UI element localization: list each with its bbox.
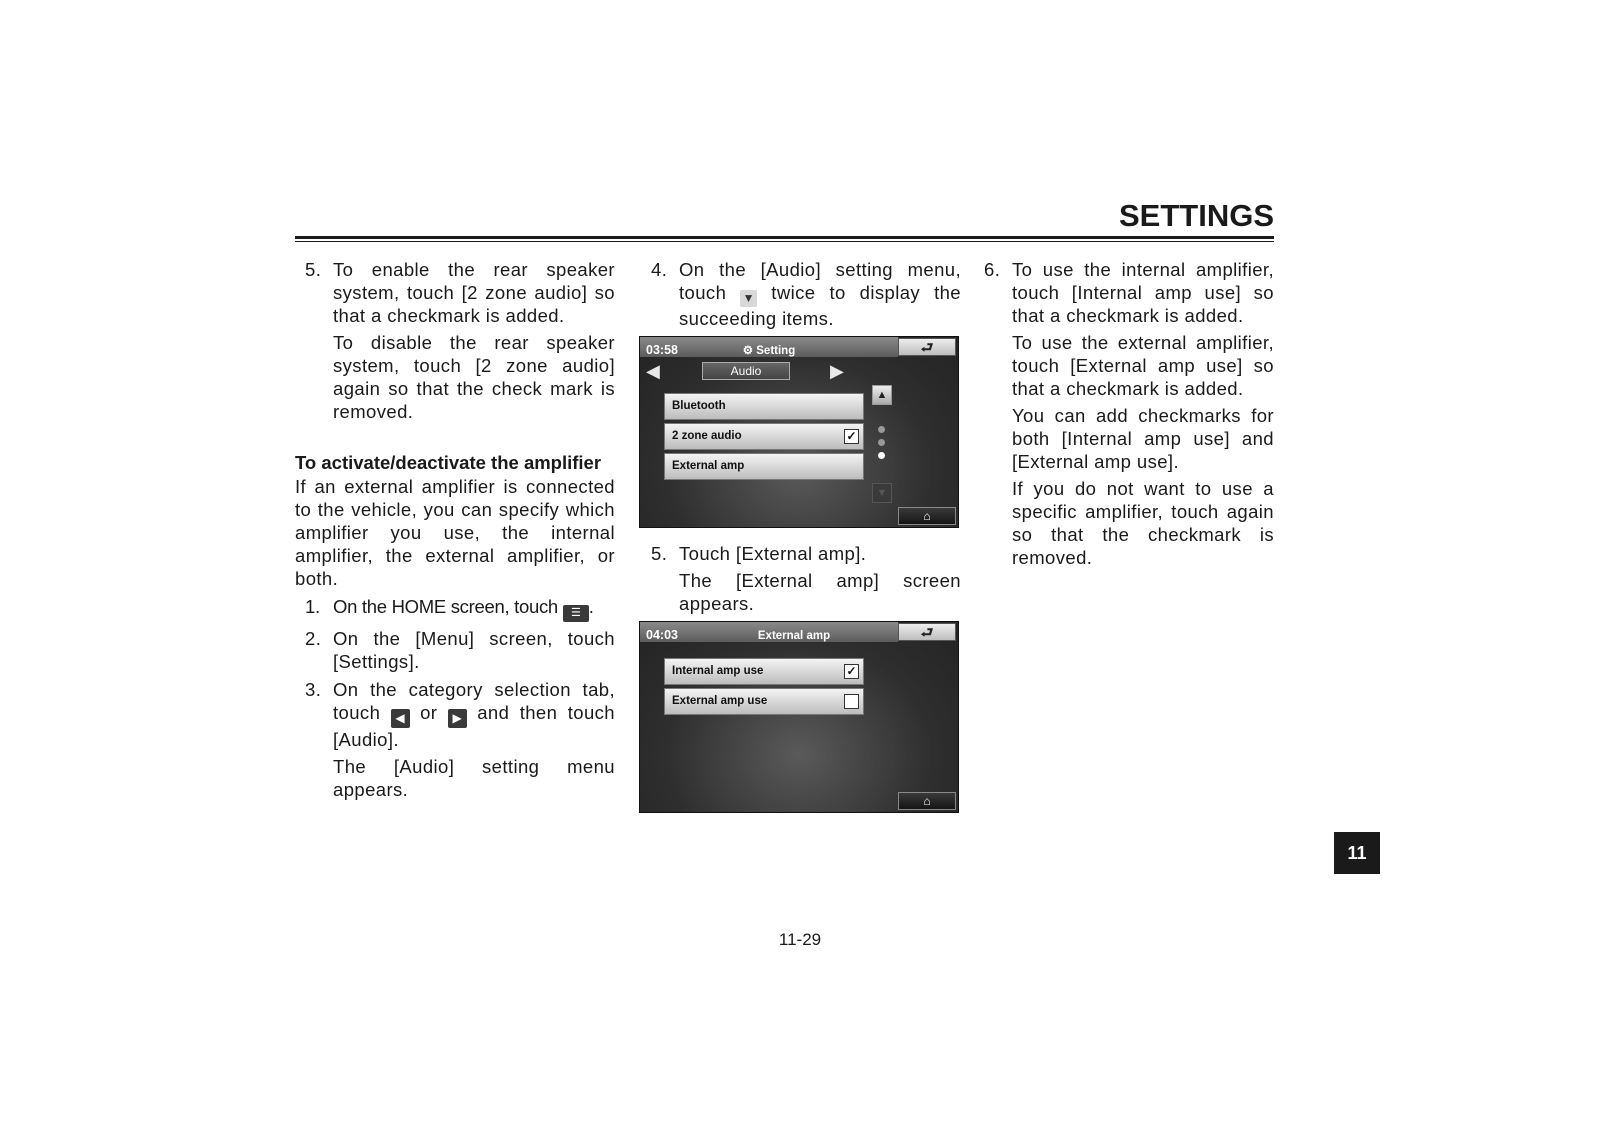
screen-title — [640, 340, 898, 363]
home-button[interactable] — [898, 507, 956, 525]
step-text: Touch [External amp]. — [679, 543, 867, 564]
column-right — [984, 258, 1274, 569]
checkbox-checked[interactable]: ✓ — [844, 429, 859, 444]
step-text: On the [Audio] setting menu, touch — [679, 259, 961, 303]
down-arrow-icon: ▼ — [876, 487, 888, 499]
item-label: 2 zone audio — [672, 430, 742, 442]
header-rule — [295, 236, 1274, 239]
step-5-note: To disable the rear speaker system, touch [2 zone audio] again so that the check mark is removed. — [333, 332, 615, 422]
step-number: 2. — [305, 628, 322, 649]
menu-item-2-zone-audio[interactable] — [664, 423, 864, 450]
amplifier-heading: To activate/deactivate the amplifier — [295, 452, 602, 473]
scroll-down-button[interactable] — [872, 483, 892, 503]
home-button[interactable] — [898, 792, 956, 810]
step-number: 1. — [305, 596, 320, 617]
left-arrow-icon[interactable]: ◀ — [646, 361, 660, 381]
section-title: SETTINGS — [1118, 198, 1274, 233]
step-6-note-remove: If you do not want to use a specific amplifier, touch again so that the checkmark is removed. — [1012, 478, 1274, 568]
step-number: 3. — [305, 679, 322, 700]
up-arrow-icon: ▲ — [876, 389, 888, 401]
page-dot — [878, 439, 885, 446]
amplifier-intro: If an external amplifier is connected to the vehicle, you can specify which amplifier you use, the internal amplifier, the external amplifier, or both. — [295, 476, 615, 589]
home-icon: ⌂ — [923, 794, 931, 808]
back-icon: ⮐ — [920, 624, 934, 640]
status-bar — [640, 337, 898, 357]
checkbox-checked[interactable]: ✓ — [844, 664, 859, 679]
step-text-or: or — [420, 702, 438, 723]
step-text: To use the internal amplifier, touch [Internal amp use] so that a checkmark is added. — [1012, 259, 1274, 326]
step-text-end: . — [588, 596, 594, 617]
step-number: 6. — [984, 259, 1001, 280]
gear-icon: ⚙ — [742, 345, 754, 357]
screen-title: External amp — [757, 630, 831, 642]
menu-icon: ☰ — [563, 605, 589, 622]
step-text: On the HOME screen, touch — [333, 596, 558, 617]
step-4 — [641, 258, 961, 330]
step-2 — [295, 627, 615, 673]
back-icon: ⮐ — [920, 339, 934, 355]
back-button[interactable] — [898, 338, 956, 356]
step-6 — [974, 258, 1274, 327]
step-text: On the category selection tab, touch — [333, 679, 615, 723]
audio-settings-screen — [639, 336, 959, 528]
step-5-result: The [External amp] screen appears. — [679, 570, 961, 614]
step-5-external-amp — [641, 542, 961, 565]
header-rule-thin — [295, 241, 1274, 242]
step-number: 4. — [651, 259, 668, 280]
menu-item-external-amp[interactable] — [664, 453, 864, 480]
down-arrow-icon: ▼ — [740, 290, 757, 307]
page-dot — [878, 426, 885, 433]
step-number: 5. — [305, 259, 322, 280]
option-internal-amp-use[interactable] — [664, 658, 864, 685]
left-arrow-icon: ◀ — [391, 709, 410, 728]
right-arrow-icon: ▶ — [448, 709, 467, 728]
column-left — [295, 258, 615, 801]
step-6-note-external: To use the external amplifier, touch [External amp use] so that a checkmark is added. — [1012, 332, 1274, 399]
clock: 03:58 — [646, 343, 678, 357]
checkbox-unchecked[interactable] — [844, 694, 859, 709]
scroll-up-button[interactable] — [872, 385, 892, 405]
step-6-note-both: You can add checkmarks for both [Internal amp use] and [External amp use]. — [1012, 405, 1274, 472]
status-bar — [640, 622, 898, 642]
step-1 — [295, 595, 615, 622]
external-amp-screen — [639, 621, 959, 813]
page-dot-active — [878, 452, 885, 459]
step-text: On the [Menu] screen, touch [Settings]. — [333, 628, 615, 672]
step-number: 5. — [651, 543, 668, 564]
step-text: To enable the rear speaker system, touch [2 zone audio] so that a checkmark is added. — [333, 259, 615, 326]
clock: 04:03 — [646, 628, 678, 642]
tab-audio[interactable]: Audio — [702, 362, 790, 380]
step-text-b: twice to display the succeeding items. — [679, 282, 961, 329]
item-label: Internal amp use — [672, 665, 764, 677]
chapter-tab: 11 — [1334, 832, 1380, 874]
step-3 — [295, 678, 615, 751]
step-text-b: and then touch [Audio]. — [333, 702, 615, 750]
item-label: Bluetooth — [672, 400, 726, 412]
right-arrow-icon[interactable]: ▶ — [830, 361, 844, 381]
item-label: External amp — [672, 460, 745, 472]
page-number: 11-29 — [778, 930, 822, 949]
option-external-amp-use[interactable] — [664, 688, 864, 715]
item-label: External amp use — [672, 695, 768, 707]
menu-item-bluetooth[interactable] — [664, 393, 864, 420]
step-3-note: The [Audio] setting menu appears. — [333, 756, 615, 800]
screen-title-text: Setting — [756, 345, 796, 357]
step-5-enable-rear — [295, 258, 615, 327]
column-middle — [641, 258, 961, 821]
home-icon: ⌂ — [923, 509, 931, 523]
back-button[interactable] — [898, 623, 956, 641]
